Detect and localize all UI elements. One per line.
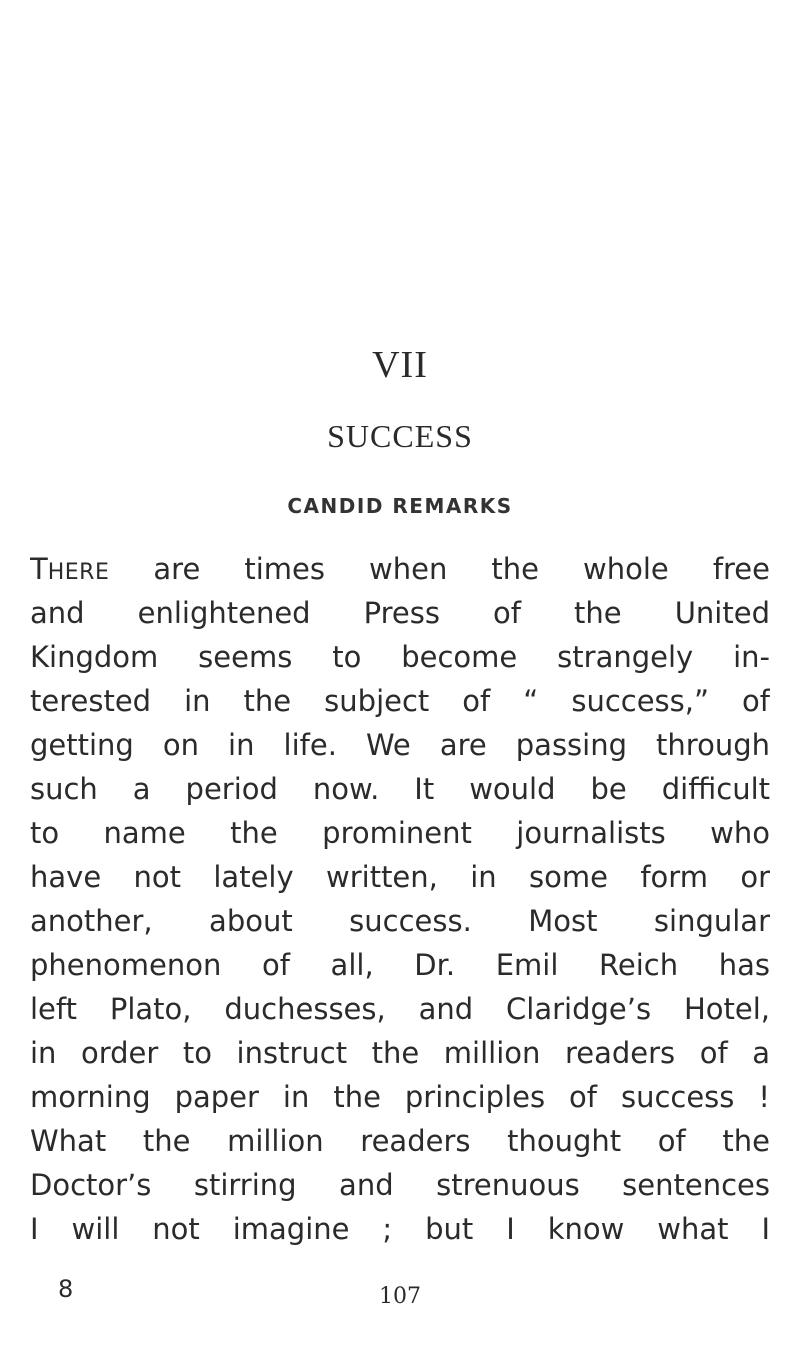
text-line-12: in order to instruct the million readers of a [30, 1036, 770, 1070]
text-line-7: to name the prominent journalists who [30, 816, 770, 850]
text-line-3: Kingdom seems to become strangely in- [30, 640, 770, 674]
page-number: 107 [379, 1284, 421, 1309]
text-line-15: Doctor’s stirring and strenuous sentences [30, 1168, 770, 1202]
text-line-1-rest: are times when the whole free [109, 552, 770, 586]
text-line-1 [30, 547, 770, 591]
first-word-small-caps-rest: HERE [47, 560, 110, 585]
signature-mark: 8 [58, 1275, 74, 1303]
first-word-small-caps [30, 552, 109, 586]
body-paragraph [30, 547, 770, 1251]
text-line-9: another, about success. Most singular [30, 904, 770, 938]
text-line-6: such a period now. It would be difficult [30, 772, 770, 806]
text-line-10: phenomenon of all, Dr. Emil Reich has [30, 948, 770, 982]
text-line-8: have not lately written, in some form or [30, 860, 770, 894]
text-line-13: morning paper in the principles of success ! [30, 1080, 770, 1114]
chapter-subtitle: CANDID REMARKS [287, 494, 513, 518]
text-line-4: terested in the subject of “ success,” of [30, 684, 770, 718]
first-word-capital: T [30, 552, 48, 586]
chapter-title: SUCCESS [327, 418, 473, 454]
text-line-2: and enlightened Press of the United [30, 596, 770, 630]
text-line-5: getting on in life. We are passing through [30, 728, 770, 762]
text-line-14: What the million readers thought of the [30, 1124, 770, 1158]
chapter-number: VII [372, 344, 428, 386]
text-line-16: I will not imagine ; but I know what I [30, 1212, 770, 1246]
text-line-11: left Plato, duchesses, and Claridge’s Hotel, [30, 992, 770, 1026]
